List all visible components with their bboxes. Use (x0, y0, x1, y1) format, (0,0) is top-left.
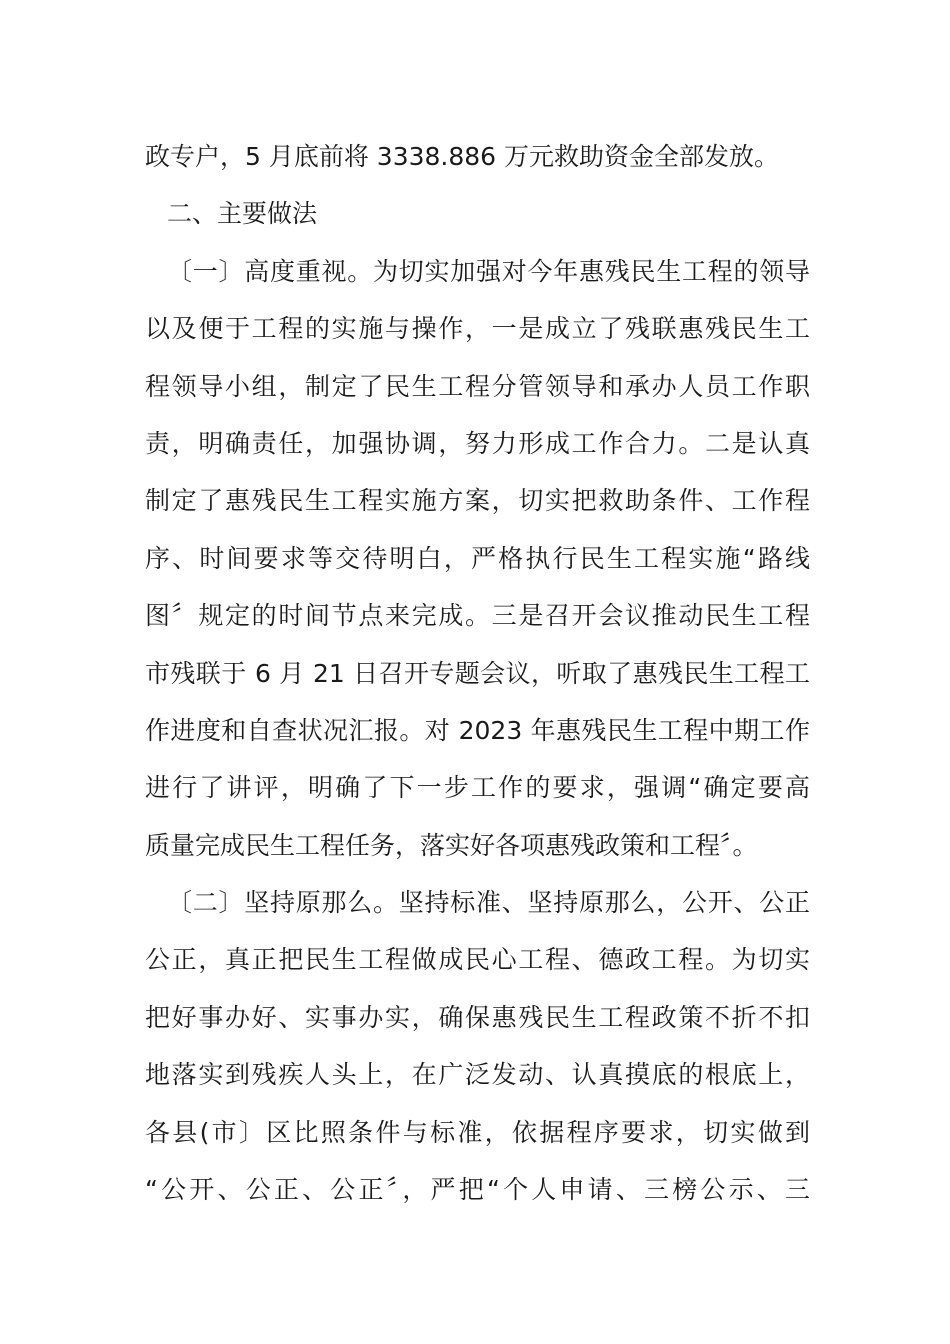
paragraph-line: 各县(市〕区比照条件与标准，依据程序要求，切实做到 (145, 1117, 810, 1147)
paragraph-line: 责，明确责任，加强协调，努力形成工作合力。二是认真 (145, 428, 810, 458)
paragraph-line: 公正，真正把民生工程做成民心工程、德政工程。为切实 (145, 945, 810, 975)
paragraph-line: 市残联于 6 月 21 日召开专题会议，听取了惠残民生工程工 (145, 658, 810, 688)
section-heading: 二、主要做法 (167, 199, 318, 229)
paragraph-line: 图〞规定的时间节点来完成。三是召开会议推动民生工程 (145, 601, 810, 631)
paragraph-line: 〔一〕高度重视。为切实加强对今年惠残民生工程的领导 (167, 256, 810, 286)
paragraph-line: 地落实到残疾人头上，在广泛发动、认真摸底的根底上， (145, 1060, 810, 1090)
document-body (145, 128, 810, 1218)
paragraph-line: 进行了讲评，明确了下一步工作的要求，强调“确定要高 (145, 773, 810, 803)
paragraph-line: 把好事办好、实事办实，确保惠残民生工程政策不折不扣 (145, 1002, 810, 1032)
paragraph-line: 以及便于工程的实施与操作，一是成立了残联惠残民生工 (145, 314, 810, 344)
paragraph-line: 序、时间要求等交待明白，严格执行民生工程实施“路线 (145, 543, 810, 573)
paragraph-line: 〔二〕坚持原那么。坚持标准、坚持原那么，公开、公正 (167, 888, 810, 918)
paragraph-line: 程领导小组，制定了民生工程分管领导和承办人员工作职 (145, 371, 810, 401)
paragraph-line: “公开、公正、公正〞，严把“个人申请、三榜公示、三 (145, 1175, 810, 1205)
paragraph-line: 质量完成民生工程任务，落实好各项惠残政策和工程〞。 (145, 830, 758, 860)
paragraph-line: 制定了惠残民生工程实施方案，切实把救助条件、工作程 (145, 486, 810, 516)
paragraph-line: 政专户，5 月底前将 3338.886 万元救助资金全部发放。 (145, 142, 780, 171)
paragraph-line: 作进度和自查状况汇报。对 2023 年惠残民生工程中期工作 (145, 715, 810, 745)
